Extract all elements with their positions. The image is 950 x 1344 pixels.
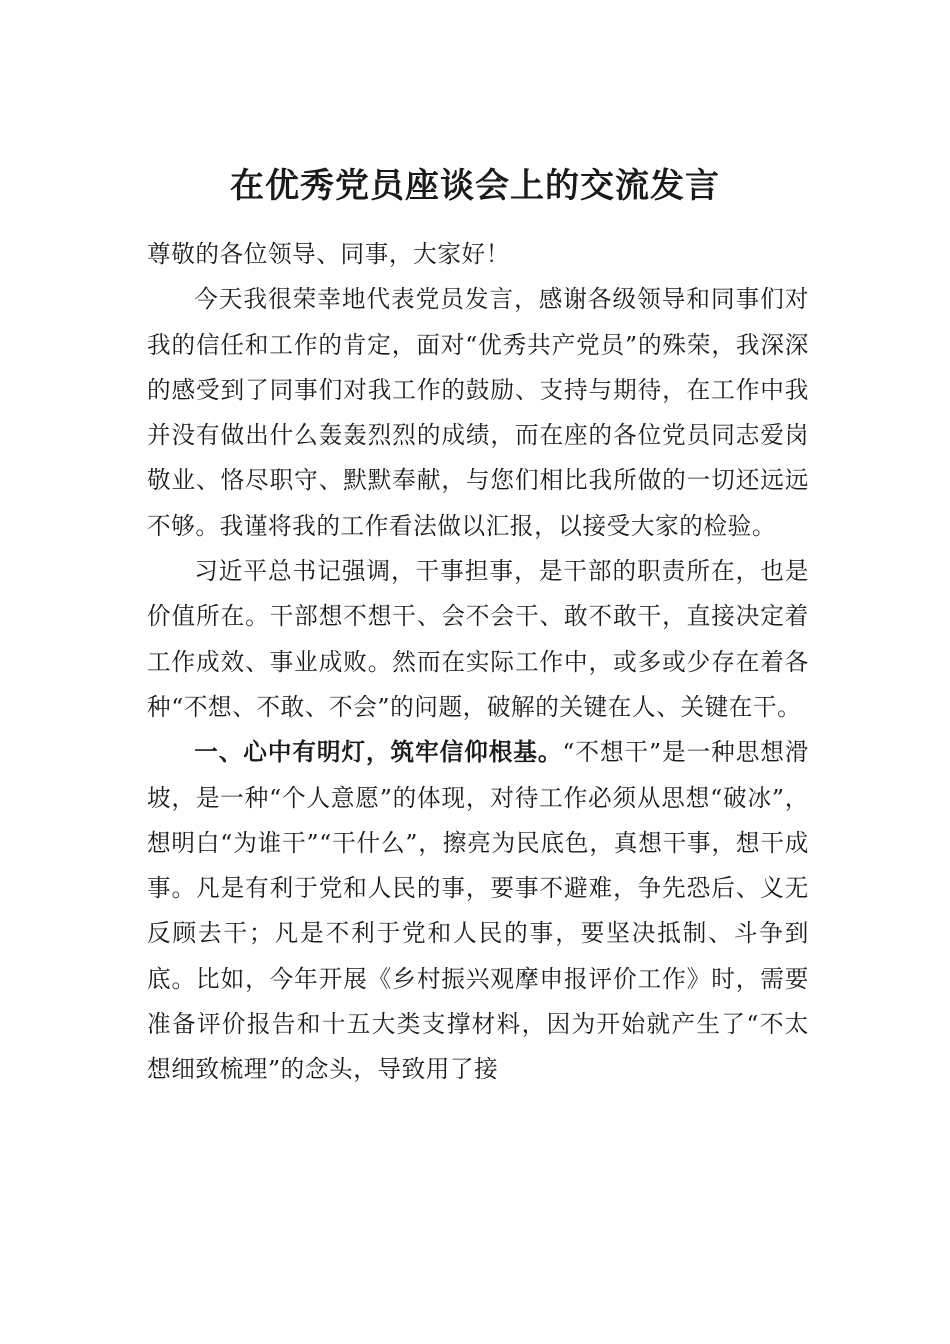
section-1-heading: 一、心中有明灯，筑牢信仰根基。 (194, 738, 563, 767)
paragraph-quote: 习近平总书记强调，干事担事，是干部的职责所在，也是价值所在。干部想不想干、会不会干、敢不敢干，直接决定着工作成效、事业成败。然而在实际工作中，或多或少存在着各种“不想、不敢、不会”的问题，破解的关键在人、关键在干。 (147, 557, 809, 721)
paragraph-section-1 (147, 730, 809, 1092)
paragraph-intro: 今天我很荣幸地代表党员发言，感谢各级领导和同事们对我的信任和工作的肯定，面对“优秀共产党员”的殊荣，我深深的感受到了同事们对我工作的鼓励、支持与期待，在工作中我并没有做出什么轰轰烈烈的成绩，而在座的各位党员同志爱岗敬业、恪尽职守、默默奉献，与您们相比我所做的一切还远远不够。我谨将我的工作看法做以汇报，以接受大家的检验。 (147, 285, 809, 540)
document-body (147, 232, 809, 1093)
section-1-text: “不想干”是一种思想滑坡，是一种“个人意愿”的体现，对待工作必须从思想“破冰”，想明白“为谁干”“干什么”，擦亮为民底色，真想干事，想干成事。凡是有利于党和人民的事，要事不避难，争先恐后、义无反顾去干；凡是不利于党和人民的事，要坚决抵制、斗争到底。比如，今年开展《乡村振兴观摩申报评价工作》时，需要准备评价报告和十五大类支撑材料，因为开始就产生了“不太想细致梳理”的念头，导致用了接 (147, 738, 809, 1084)
document-title: 在优秀党员座谈会上的交流发言 (230, 166, 720, 206)
salutation: 尊敬的各位领导、同事，大家好！ (147, 240, 510, 268)
